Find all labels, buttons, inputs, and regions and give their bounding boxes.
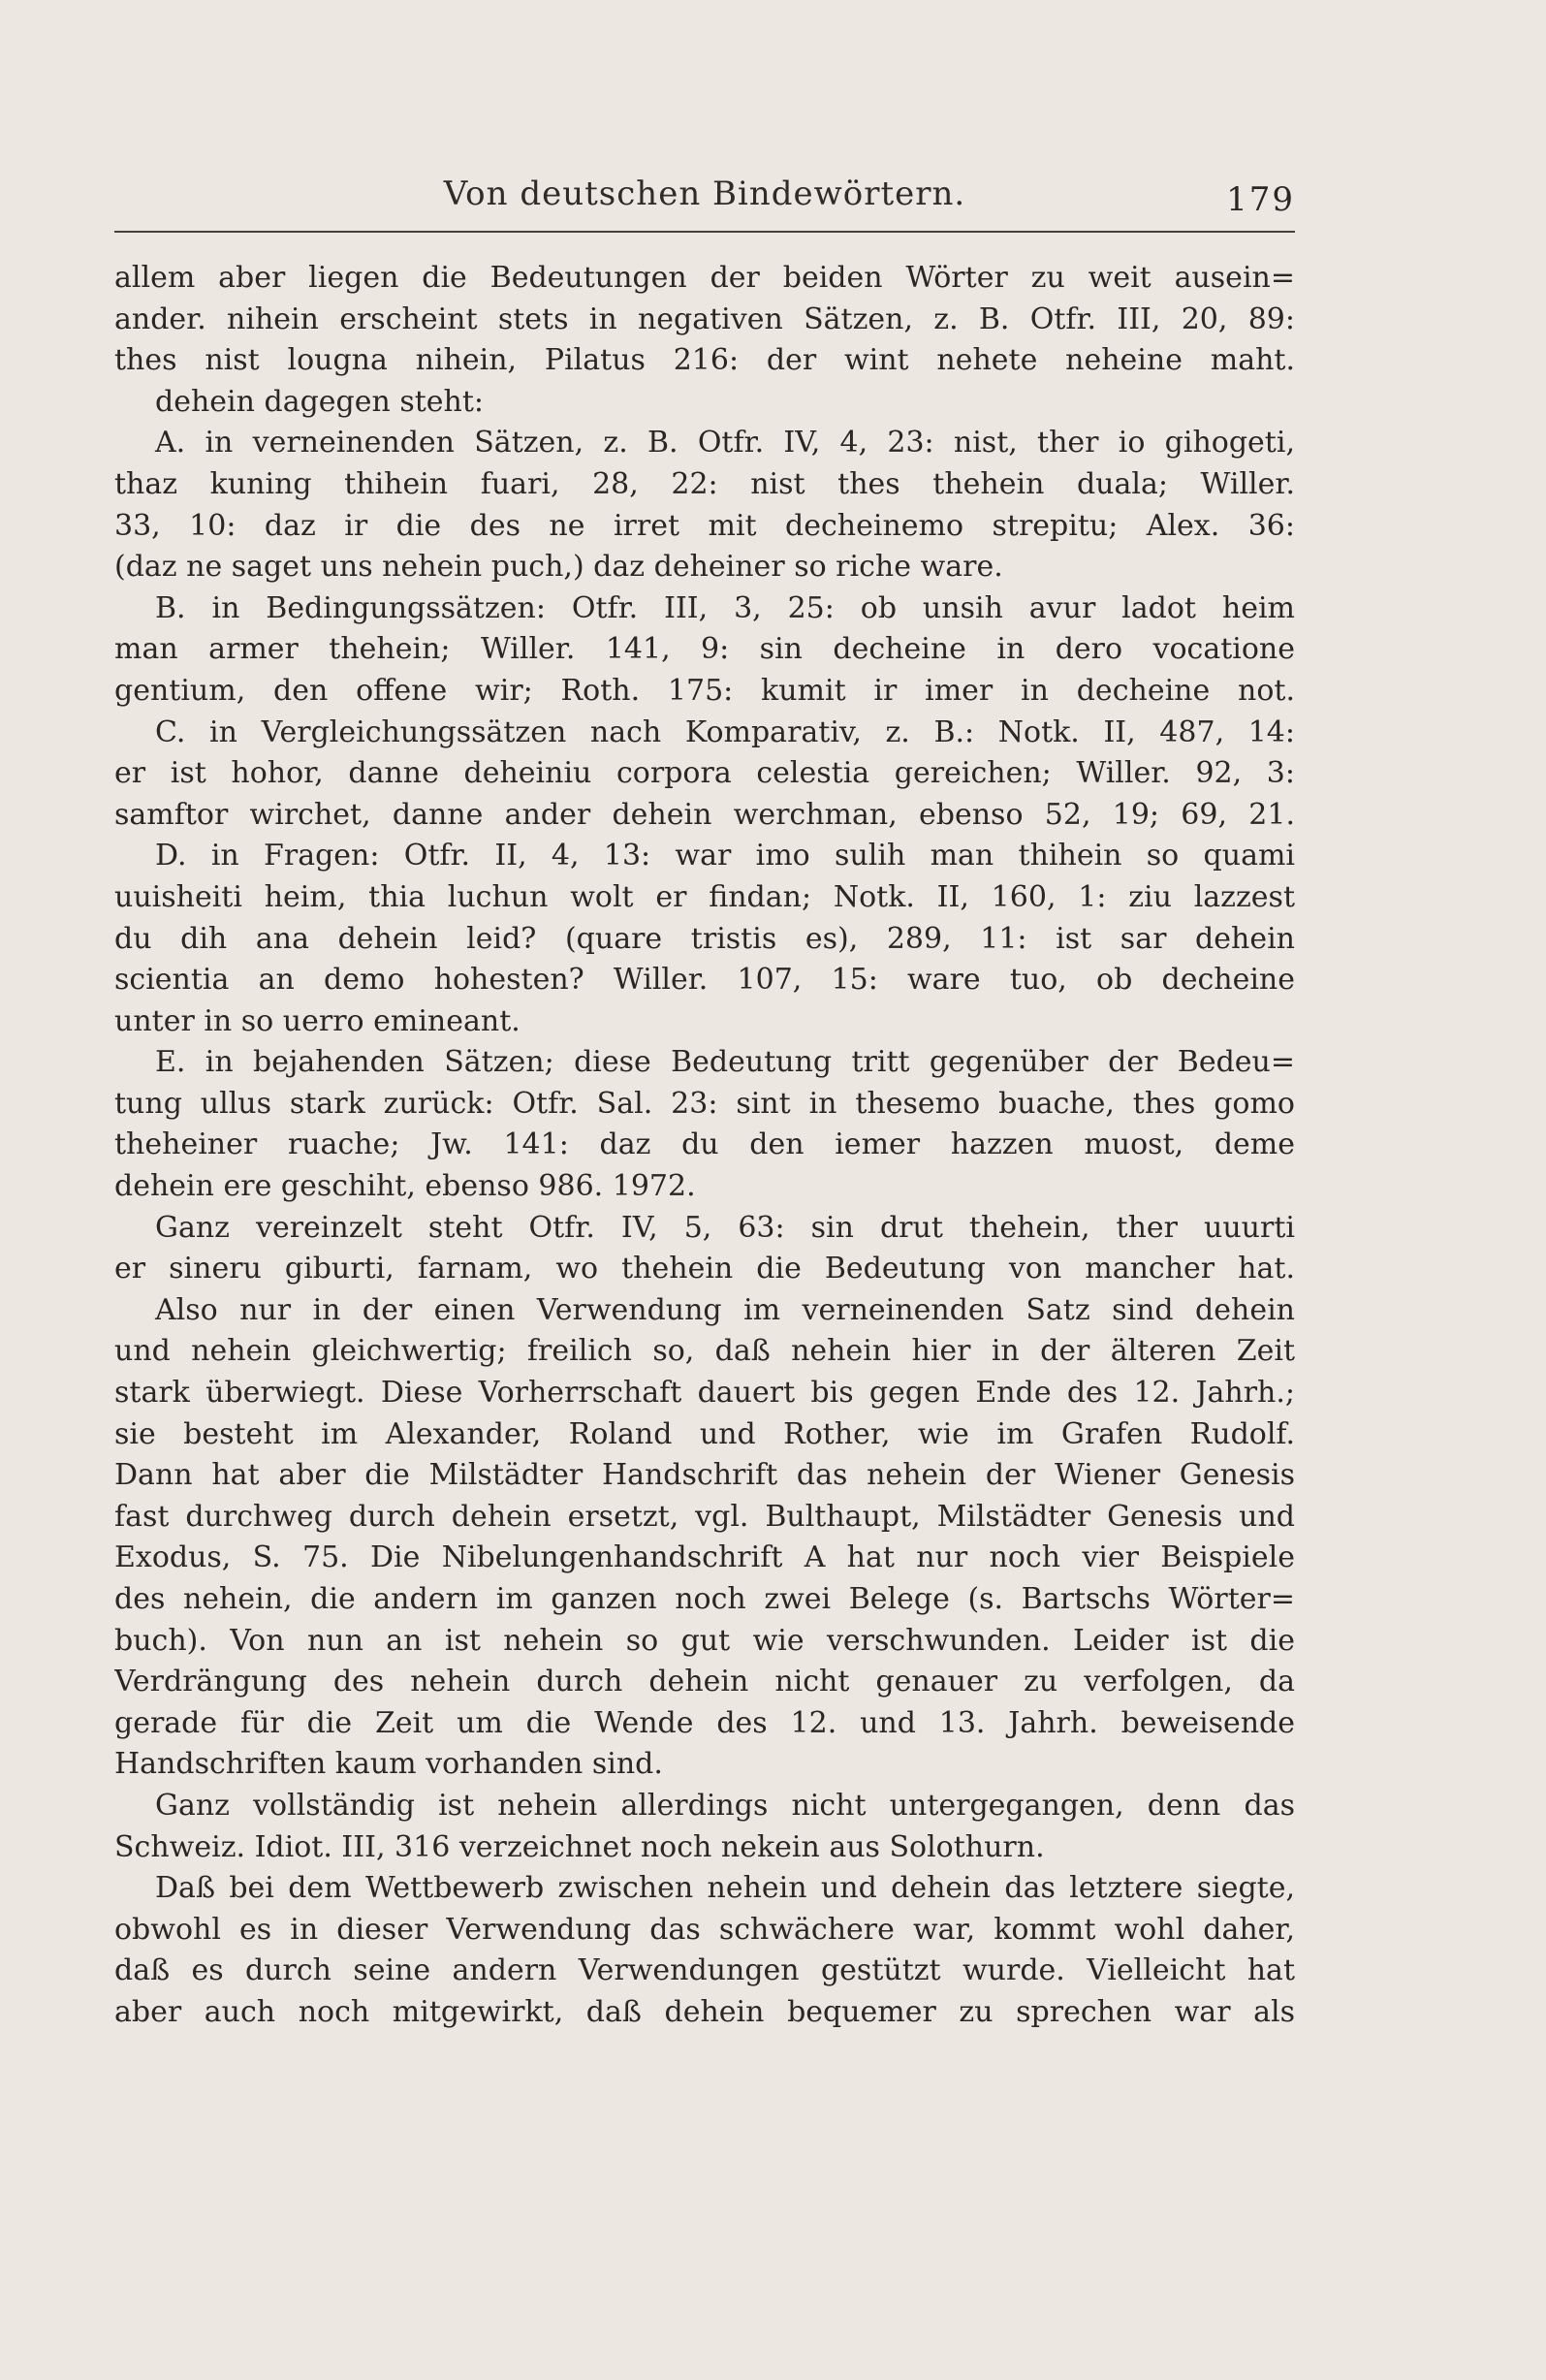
text-line: allem aber liegen die Bedeutungen der beiden Wörter zu weit ausein=: [114, 261, 1295, 295]
text-line: Also nur in der einen Verwendung im verneinenden Satz sind dehein: [155, 1292, 1295, 1327]
text-line: buch). Von nun an ist nehein so gut wie verschwunden. Leider ist die: [114, 1623, 1295, 1658]
text-line: thes nist lougna nihein, Pilatus 216: der wint nehete neheine maht.: [114, 343, 1295, 378]
text-line: A. in verneinenden Sätzen, z. B. Otfr. IV, 4, 23: nist, ther io gihogeti,: [155, 426, 1295, 460]
text-line: des nehein, die andern im ganzen noch zwei Belege (s. Bartschs Wörter=: [114, 1582, 1295, 1616]
text-line: stark überwiegt. Diese Vorherrschaft dauert bis gegen Ende des 12. Jahrh.;: [114, 1376, 1295, 1411]
text-line: D. in Fragen: Otfr. II, 4, 13: war imo sulih man thihein so quami: [155, 839, 1295, 873]
text-line: sie besteht im Alexander, Roland und Rother, wie im Grafen Rudolf.: [114, 1416, 1295, 1451]
text-line: gentium, den offene wir; Roth. 175: kumit ir imer in decheine not.: [114, 673, 1295, 708]
text-line: Dann hat aber die Milstädter Handschrift das nehein der Wiener Genesis: [114, 1458, 1295, 1493]
body-text: [114, 258, 1295, 2034]
text-line: daß es durch seine andern Verwendungen gestützt wurde. Vielleicht hat: [114, 1953, 1295, 1988]
text-line: obwohl es in dieser Verwendung das schwächere war, kommt wohl daher,: [114, 1912, 1295, 1947]
text-line: B. in Bedingungssätzen: Otfr. III, 3, 25: ob unsih avur ladot heim: [155, 590, 1295, 625]
text-line: Daß bei dem Wettbewerb zwischen nehein und dehein das letztere siegte,: [155, 1871, 1295, 1906]
text-line: man armer thehein; Willer. 141, 9: sin decheine in dero vocatione: [114, 632, 1295, 667]
text-line: Ganz vollständig ist nehein allerdings nicht untergegangen, denn das: [155, 1788, 1295, 1823]
text-line: unter in so uerro emineant.: [114, 1003, 521, 1038]
text-line: E. in bejahenden Sätzen; diese Bedeutung tritt gegenüber der Bedeu=: [155, 1045, 1295, 1080]
page-number: 179: [1226, 180, 1295, 219]
text-line: er ist hohor, danne deheiniu corpora celestia gereichen; Willer. 92, 3:: [114, 756, 1295, 791]
text-line: tung ullus stark zurück: Otfr. Sal. 23: sint in thesemo buache, thes gomo: [114, 1086, 1295, 1121]
header-rule: [114, 231, 1295, 233]
text-line: Schweiz. Idiot. III, 316 verzeichnet noch nekein aus Solothurn.: [114, 1829, 1045, 1864]
text-line: uuisheiti heim, thia luchun wolt er findan; Notk. II, 160, 1: ziu lazzest: [114, 879, 1295, 914]
text-line: gerade für die Zeit um die Wende des 12. und 13. Jahrh. beweisende: [114, 1705, 1295, 1740]
text-line: Ganz vereinzelt steht Otfr. IV, 5, 63: sin drut thehein, ther uuurti: [155, 1210, 1295, 1245]
text-line: thaz kuning thihein fuari, 28, 22: nist thes thehein duala; Willer.: [114, 466, 1295, 501]
text-line: Verdrängung des nehein durch dehein nicht genauer zu verfolgen, da: [114, 1665, 1295, 1699]
text-line: dehein ere geschiht, ebenso 986. 1972.: [114, 1169, 696, 1204]
text-line: er sineru giburti, farnam, wo thehein die Bedeutung von mancher hat.: [114, 1252, 1295, 1286]
text-line: scientia an demo hohesten? Willer. 107, 15: ware tuo, ob decheine: [114, 963, 1295, 998]
text-line: Handschriften kaum vorhanden sind.: [114, 1747, 663, 1782]
text-line: fast durchweg durch dehein ersetzt, vgl. Bulthaupt, Milstädter Genesis und: [114, 1499, 1295, 1534]
text-line: dehein dagegen steht:: [155, 384, 485, 419]
text-line: C. in Vergleichungssätzen nach Komparativ, z. B.: Notk. II, 487, 14:: [155, 714, 1295, 749]
page-header: [114, 175, 1295, 233]
text-line: theheiner ruache; Jw. 141: daz du den iemer hazzen muost, deme: [114, 1127, 1295, 1162]
text-line: (daz ne saget uns nehein puch,) daz deheiner so riche ware.: [114, 550, 1003, 585]
text-line: aber auch noch mitgewirkt, daß dehein bequemer zu sprechen war als: [114, 1994, 1295, 2029]
text-line: ander. nihein erscheint stets in negativen Sätzen, z. B. Otfr. III, 20, 89:: [114, 301, 1295, 336]
text-line: Exodus, S. 75. Die Nibelungenhandschrift A hat nur noch vier Beispiele: [114, 1540, 1295, 1575]
text-line: samftor wirchet, danne ander dehein werchman, ebenso 52, 19; 69, 21.: [114, 797, 1295, 832]
text-line: 33, 10: daz ir die des ne irret mit decheinemo strepitu; Alex. 36:: [114, 508, 1295, 543]
text-line: du dih ana dehein leid? (quare tristis es), 289, 11: ist sar dehein: [114, 921, 1295, 956]
text-line: und nehein gleichwertig; freilich so, daß nehein hier in der älteren Zeit: [114, 1334, 1295, 1369]
running-title: Von deutschen Bindewörtern.: [443, 175, 966, 213]
